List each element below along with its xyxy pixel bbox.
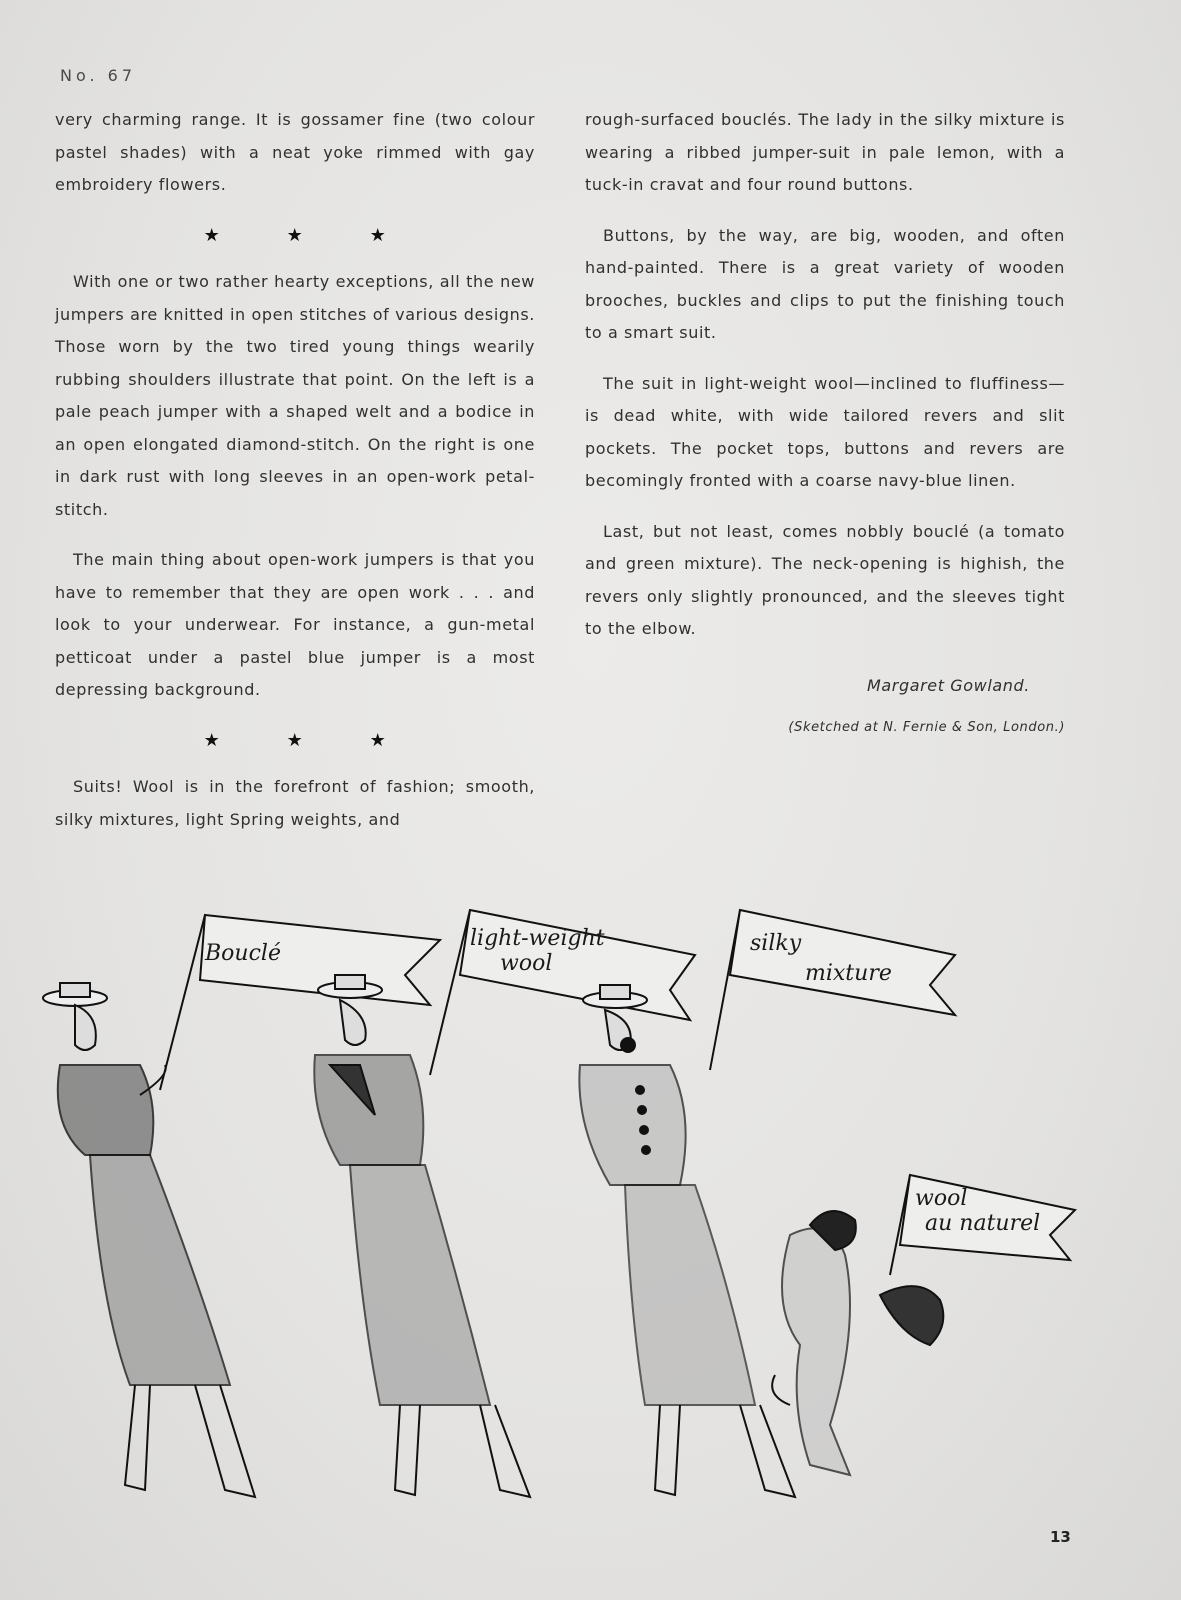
section-divider-stars: ★ ★ ★ bbox=[203, 224, 387, 246]
right-paragraph-3: The suit in light-weight wool—inclined to fluffiness—is dead white, with wide tailored revers and slit pockets. The pocket tops, buttons and revers are becomingly fronted with a coarse navy-blue linen. bbox=[585, 373, 1065, 490]
right-column bbox=[585, 104, 1065, 745]
figure-silky-mixture bbox=[579, 910, 955, 1497]
issue-number: No. 67 bbox=[60, 66, 137, 85]
left-paragraph-1: very charming range. It is gossamer fine (two colour pastel shades) with a neat yoke rimmed with gay embroidery flowers. bbox=[55, 110, 535, 194]
left-column bbox=[55, 104, 535, 854]
right-paragraph-4: Last, but not least, comes nobbly bouclé (a tomato and green mixture). The neck-opening is highish, the revers only slightly pronounced, and the sleeves tight to the elbow. bbox=[585, 521, 1065, 638]
left-paragraph-3: The main thing about open-work jumpers is that you have to remember that they are open work . . . and look to your underwear. For instance, a gun-metal petticoat under a pastel blue jumper is a most depressing background. bbox=[55, 550, 535, 699]
left-paragraph-4: Suits! Wool is in the forefront of fashion; smooth, silky mixtures, light Spring weights, and bbox=[55, 777, 535, 829]
flag-lightweight-label-2: wool bbox=[500, 951, 553, 976]
left-paragraph-2: With one or two rather hearty exceptions, all the new jumpers are knitted in open stitches of various designs. Those worn by the two tired young things wearily rubbing shoulders illustrate that point. On the left is a pale peach jumper with a shaped welt and a bodice in an open elongated diamond-stitch. On the right is one in dark rust with long sleeves in an open-work petal-stitch. bbox=[55, 272, 535, 519]
right-paragraph-2: Buttons, by the way, are big, wooden, and often hand-painted. There is a great variety of wooden brooches, buckles and clips to put the finishing touch to a smart suit. bbox=[585, 225, 1065, 342]
flag-boucle-label: Bouclé bbox=[205, 941, 281, 966]
section-divider-stars-2: ★ ★ ★ bbox=[203, 729, 387, 751]
flag-silky-label-2: mixture bbox=[805, 961, 892, 986]
right-paragraph-1: rough-surfaced bouclés. The lady in the silky mixture is wearing a ribbed jumper-suit in pale lemon, with a tuck-in cravat and four round buttons. bbox=[585, 110, 1065, 194]
page-number: 13 bbox=[1050, 1528, 1071, 1546]
sketch-credit: (Sketched at N. Fernie & Son, London.) bbox=[788, 720, 1065, 735]
flag-dog-label-2: au naturel bbox=[925, 1211, 1041, 1236]
flag-dog-label-1: wool bbox=[915, 1186, 968, 1211]
flag-silky-label-1: silky bbox=[750, 931, 802, 956]
author-signature: Margaret Gowland. bbox=[866, 675, 1030, 695]
flag-lightweight-label-1: light-weight bbox=[470, 926, 605, 951]
fashion-illustration bbox=[30, 905, 1160, 1545]
